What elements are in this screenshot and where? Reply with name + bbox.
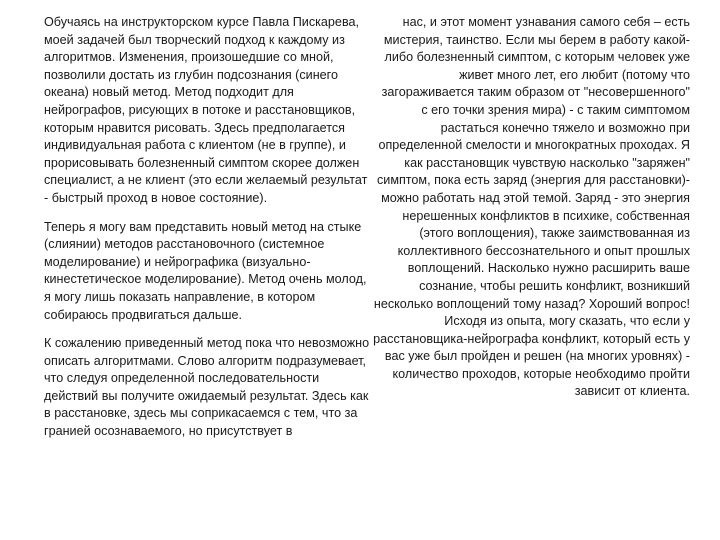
right-paragraph-1: нас, и этот момент узнавания самого себя – есть мистерия, таинство. Если мы берем в работу какой-либо болезненный симптом, с которым человек уже живет много лет, его любит (потому что загораживается таким образом от "несовершенного" с его точки зрения мира) - с таким симптомом растаться конечно тяжело и возможно при определенной смелости и многократных проходах. Я как расстановщик чувствую насколько "заряжен" симптом, пока есть заряд (энергия для расстановки)- можно работать над этой темой. Заряд - это энергия нерешенных конфликтов в психике, собственная (этого воплощения), также заимствованная из коллективного бессознательного и опыт прошлых воплощений. Насколько нужно расширить ваше сознание, чтобы решить конфликт, возникший несколько воплощений тому назад? Хороший вопрос! Исходя из опыта, могу сказать, что если у расстановщика-нейрографа конфликт, который есть у вас уже был пройден и решен (на многих уровнях) - количество проходов, которые необходимо пройти зависит от клиента. xyxy=(373,15,690,399)
left-column xyxy=(44,14,374,452)
left-paragraph-2: Теперь я могу вам представить новый метод на стыке (слиянии) методов расстановочного (системное моделирование) и нейрографика (визуально-кинестетическое моделирование). Метод очень молод, я могу лишь показать направление, в котором собираюсь продвигаться дальше. xyxy=(44,219,367,322)
left-paragraph-3: К сожалению приведенный метод пока что невозможно описать алгоритмами. Слово алгоритм подразумевает, что следуя определенной последовательности действий вы получите ожидаемый результат. Здесь как в расстановке, здесь мы соприкасаемся с тем, что за гранией осознаваемого, но присутствует в xyxy=(44,336,370,439)
right-column xyxy=(372,14,690,401)
left-paragraph-1: Обучаясь на инструкторском курсе Павла Пискарева, моей задачей был творческий подход к каждому из алгоритмов. Изменения, произошедшие со мной, позволили достать из глубин подсознания (синего океана) новый метод. Метод подходит для нейрографов, рисующих в потоке и расстановщиков, которым нравится рисовать. Здесь предполагается индивидуальная работа с клиентом (не в группе), и прорисовывать болезненный симптом скорее должен специалист, а не клиент (это если желаемый результат - быстрый проход в новое состояние). xyxy=(44,15,368,205)
